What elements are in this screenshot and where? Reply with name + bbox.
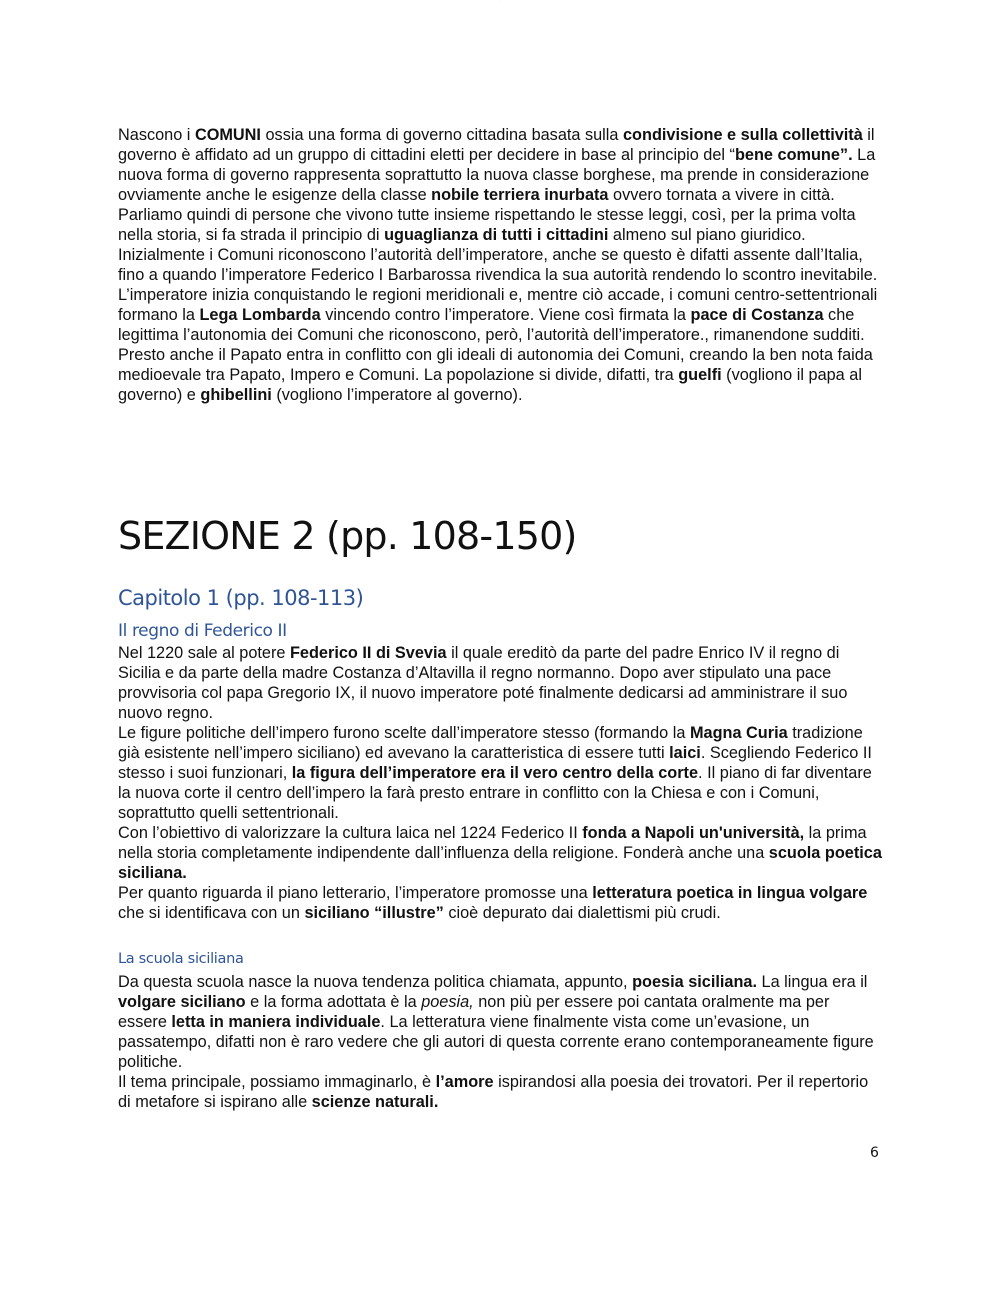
federico-paragraph (118, 883, 882, 923)
text-run: Nel 1220 sale al potere (118, 644, 290, 662)
bold-text: poesia siciliana. (632, 973, 757, 991)
text-run: che si identificava con un (118, 904, 305, 922)
intro-paragraph (118, 245, 882, 345)
text-run: Da questa scuola nasce la nuova tendenza politica chiamata, appunto, (118, 973, 633, 991)
federico-paragraph (118, 723, 882, 823)
bold-text: bene comune”. (734, 146, 853, 164)
bold-text: scienze naturali. (311, 1093, 439, 1111)
text-run: ispirandosi alla poesia dei trovatori. Per il repertorio di metafore si ispirano alle (118, 1073, 869, 1111)
bold-text: COMUNI (194, 126, 261, 144)
subsection-title-federico: Il regno di Federico II (118, 621, 287, 641)
chapter-title: Capitolo 1 (pp. 108-113) (118, 586, 364, 610)
bold-text: l’amore (435, 1073, 494, 1091)
header-mark: · · · (498, 0, 502, 2)
text-run: (vogliono l’imperatore al governo). (271, 386, 523, 404)
text-run: Nascono i (118, 126, 195, 144)
bold-text: uguaglianza di tutti i cittadini (384, 226, 609, 244)
scuola-paragraph (118, 1072, 882, 1112)
text-run: Con l’obiettivo di valorizzare la cultura laica nel 1224 Federico II (118, 824, 583, 842)
text-run: Le figure politiche dell’impero furono scelte dall’imperatore stesso (formando la (118, 724, 690, 742)
bold-text: pace di Costanza (690, 306, 824, 324)
text-run: il governo è affidato ad un gruppo di cittadini eletti per decidere in base al principio del “ (118, 126, 875, 164)
section-title: SEZIONE 2 (pp. 108-150) (118, 514, 577, 558)
text-run: Parliamo quindi di persone che vivono tutte insieme rispettando le stesse leggi, così, per la prima volta nella storia, si fa strada il principio di (118, 206, 856, 244)
intro-paragraph (118, 205, 882, 245)
intro-paragraph (118, 125, 882, 205)
bold-text: Magna Curia (689, 724, 788, 742)
text-run: . Il piano di far diventare la nuova corte il centro dell’impero la farà presto entrare in conflitto con la Chiesa e con i Comuni, soprattutto quelli settentrionali. (118, 764, 872, 822)
text-run: tradizione già esistente nell’impero siciliano) ed avevano la caratteristica di essere tutti (118, 724, 863, 762)
text-run: Presto anche il Papato entra in conflitto con gli ideali di autonomia dei Comuni, creando la ben nota faida medioevale tra Papato, Impero e Comuni. La popolazione si divide, difatti, tra (118, 346, 873, 384)
text-run: Inizialmente i Comuni riconoscono l’autorità dell’imperatore, anche se questo è difatti assente dall’Italia, fino a quando l’imperatore Federico I Barbarossa rivendica la sua autorità rendendo lo scontro inevitabile. L’imperatore inizia conquistando le regioni meridionali e, mentre ciò accade, i comuni centro-settentrionali formano la (118, 246, 878, 324)
scuola-text-block (118, 972, 882, 1112)
scuola-paragraph (118, 972, 882, 1072)
text-run: che legittima l’autonomia dei Comuni che riconoscono, però, l’autorità dell’imperatore., rimanendone sudditi. (118, 306, 865, 344)
text-run: cioè depurato dai dialettismi più crudi. (443, 904, 721, 922)
text-run: almeno sul piano giuridico. (608, 226, 806, 244)
bold-text: nobile terriera inurbata (431, 186, 609, 204)
text-run: non più per essere poi cantata oralmente ma per essere (118, 993, 830, 1031)
bold-text: letteratura poetica in lingua volgare (592, 884, 868, 902)
bold-text: Federico II di Svevia (289, 644, 447, 662)
bold-text: fonda a Napoli un'università, (582, 824, 805, 842)
bold-text: guelfi (678, 366, 722, 384)
intro-text-block (118, 125, 882, 405)
text-run: La nuova forma di governo rappresenta soprattutto la nuova classe borghese, ma prende in considerazione ovviamente anche le esigenze della classe (118, 146, 876, 204)
text-run: ovvero tornata a vivere in città. (608, 186, 835, 204)
federico-paragraph (118, 643, 882, 723)
bold-text: letta in maniera individuale (171, 1013, 381, 1031)
bold-text: siciliano “illustre” (304, 904, 444, 922)
text-run: . Scegliendo Federico II stesso i suoi funzionari, (118, 744, 872, 782)
text-run: La lingua era il (757, 973, 868, 991)
intro-paragraph (118, 345, 882, 405)
text-run: Per quanto riguarda il piano letterario, l’imperatore promosse una (118, 884, 593, 902)
page-number: 6 (870, 1145, 879, 1161)
federico-paragraph (118, 823, 882, 883)
text-run: Il tema principale, possiamo immaginarlo, è (118, 1073, 436, 1091)
italic-text: poesia, (421, 993, 474, 1011)
text-run: (vogliono il papa al governo) e (118, 366, 862, 404)
text-run: il quale ereditò da parte del padre Enrico IV il regno di Sicilia e da parte della madre Costanza d’Altavilla il regno normanno. Dopo aver stipulato una pace provvisoria col papa Gregorio IX, il nuovo imperatore poté finalmente dedicarsi ad amministrare il suo nuovo regno. (118, 644, 848, 722)
bold-text: volgare siciliano (118, 993, 246, 1011)
bold-text: ghibellini (200, 386, 272, 404)
text-run: la prima nella storia completamente indipendente dall’influenza della religione. Fonderà anche una (118, 824, 867, 862)
bold-text: scuola poetica siciliana. (118, 844, 882, 882)
text-run: vincendo contro l’imperatore. Viene così firmata la (320, 306, 691, 324)
bold-text: la figura dell’imperatore era il vero centro della corte (291, 764, 699, 782)
text-run: ossia una forma di governo cittadina basata sulla (260, 126, 623, 144)
bold-text: Lega Lombarda (199, 306, 321, 324)
text-run: . La letteratura viene finalmente vista come un’evasione, un passatempo, difatti non è raro vedere che gli autori di questa corrente erano contemporaneamente figure politiche. (118, 1013, 874, 1071)
bold-text: laici (669, 744, 701, 762)
text-run: e la forma adottata è la (245, 993, 422, 1011)
bold-text: condivisione e sulla collettività (623, 126, 863, 144)
federico-text-block (118, 643, 882, 923)
subsection-title-scuola: La scuola siciliana (118, 951, 244, 967)
